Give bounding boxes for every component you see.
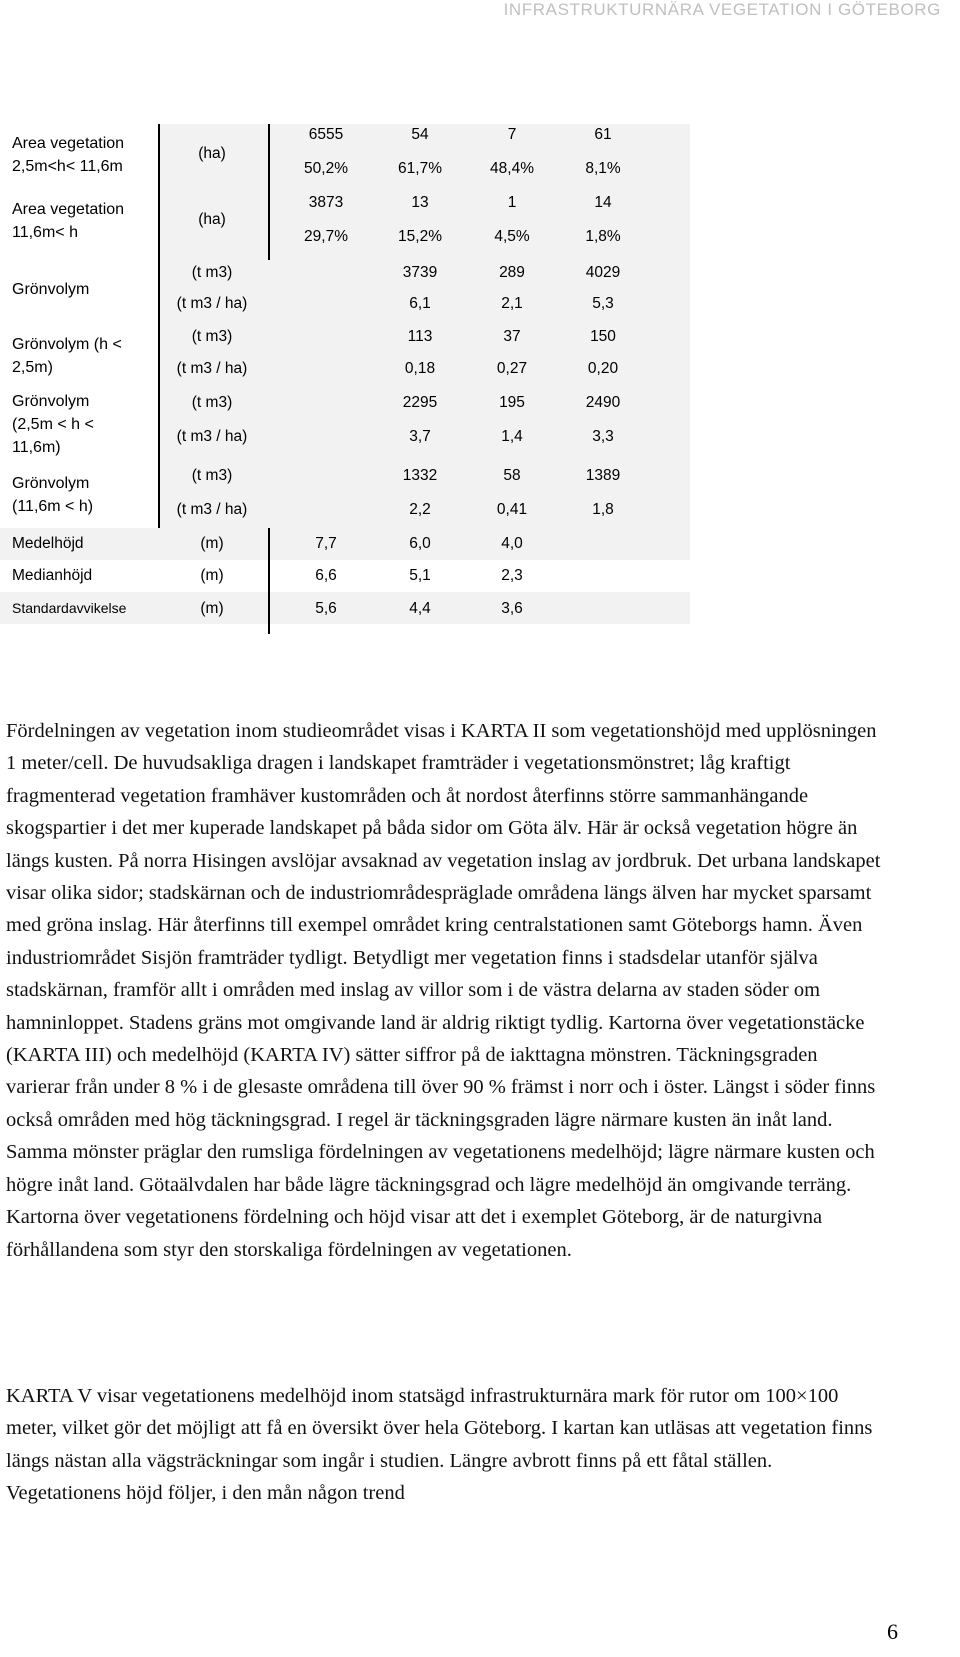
table-cell: 3,7: [409, 428, 431, 445]
table-cell: 2295: [402, 394, 438, 411]
unit-cell: (m): [200, 600, 224, 617]
unit-cell: (t m3): [191, 264, 233, 281]
table-cell: 48,4%: [490, 160, 534, 177]
row-label: Grönvolym (2,5m < h < 11,6m): [12, 393, 94, 456]
table-cell: 5,3: [592, 295, 614, 312]
table-cell: 3,3: [592, 428, 614, 445]
unit-cell: (ha): [198, 145, 226, 162]
unit-cell: (t m3 / ha): [176, 295, 248, 312]
table-cell: 113: [407, 328, 433, 345]
table-cell: 14: [594, 194, 612, 211]
table-cell: 1332: [402, 467, 438, 484]
table-cell: 3739: [402, 264, 438, 281]
table-cell: 5,1: [409, 567, 431, 584]
table-cell: 0,20: [587, 360, 619, 377]
row-label: Grönvolym (h < 2,5m): [12, 336, 122, 376]
table-cell: 0,41: [496, 501, 528, 518]
table-group: [0, 192, 690, 260]
table-cell: 1389: [585, 467, 621, 484]
table-group: [0, 324, 690, 390]
row-shading: [0, 528, 690, 560]
table-cell: 4,5%: [494, 228, 530, 245]
unit-cell: (m): [200, 535, 224, 552]
row-label: Standardavvikelse: [12, 600, 127, 616]
table-group: [0, 390, 690, 460]
table-cell: 15,2%: [398, 228, 442, 245]
row-label: Grönvolym (11,6m < h): [12, 475, 94, 515]
table-cell: 195: [499, 394, 525, 411]
table-cell: 7: [507, 126, 517, 143]
row-label: Medianhöjd: [12, 567, 93, 584]
body-paragraph: Fördelningen av vegetation inom studieområdet visas i KARTA II som vegetationshöjd med upplösningen 1 meter/cell. De huvudsakliga dragen i landskapet framträder i vegetationsmönstret; låg kraftigt fragmenterad vegetation framhäver kustområden och åt nordost återfinns större sammanhängande skogspartier i det mer kuperade landskapet på båda sidor om Göta älv. Här är också vegetation högre än längs kusten. På norra Hisingen avslöjar avsaknad av vegetation inslag av jordbruk. Det urbana landskapet visar olika sidor; stadskärnan och de industriområdespräglade områdena längs älven har mycket sparsamt med gröna inslag. Här återfinns till exempel området kring centralstationen samt Göteborgs hamn. Även industriområdet Sisjön framträder tydligt. Betydligt mer vegetation finns i stadsdelar utanför själva stadskärnan, framför allt i områden med inslag av villor som i de västra delarna av staden söder om hamninloppet. Stadens gräns mot omgivande land är aldrig riktigt tydlig. Kartorna över vegetationstäcke (KARTA III) och medelhöjd (KARTA IV) sätter siffror på de iakttagna mönstren. Täckningsgraden varierar från under 8 % i de glesaste områdena till över 90 % främst i norr och i öster. Längst i söder finns också områden med hög täckningsgrad. I regel är täckningsgraden lägre närmare kusten än inåt land. Samma mönster präglar den rumsliga fördelningen av vegetationens medelhöjd; lägre närmare kusten och högre inåt land. Götaälvdalen har både lägre täckningsgrad och lägre medelhöjd än omgivande terräng. Kartorna över vegetationens fördelning och höjd visar att det i exemplet Göteborg, är de naturgivna förhållandena som styr den storskaliga fördelningen av vegetationen.: [6, 720, 881, 1261]
table-cell: 4029: [585, 264, 621, 281]
table-cell: 61,7%: [398, 160, 442, 177]
table-rule: [268, 528, 270, 634]
unit-cell: (t m3 / ha): [176, 360, 248, 377]
row-label: Grönvolym: [12, 281, 90, 298]
table-cell: 1,8%: [585, 228, 621, 245]
table-group: [0, 260, 690, 324]
table-cell: 6,6: [315, 567, 337, 584]
table-cell: 3873: [308, 194, 344, 211]
table-cell: 1: [507, 194, 517, 211]
table-cell: 54: [411, 126, 429, 143]
table-cell: 4,0: [501, 535, 523, 552]
row-label: Medelhöjd: [12, 535, 84, 552]
unit-cell: (t m3): [191, 328, 233, 345]
unit-cell: (t m3): [191, 394, 233, 411]
table-cell: 289: [499, 264, 525, 281]
table-cell: 1,8: [592, 501, 614, 518]
table-rule: [158, 124, 160, 528]
page-number: 6: [887, 1619, 898, 1644]
unit-cell: (m): [200, 567, 224, 584]
table-cell: 0,27: [496, 360, 528, 377]
table-cell: 13: [411, 194, 429, 211]
table-cell: 3,6: [501, 600, 523, 617]
table-cell: 1,4: [501, 428, 523, 445]
table-cell: 6,0: [409, 535, 431, 552]
row-label: Area vegetation 11,6m< h: [12, 201, 125, 241]
table-cell: 7,7: [315, 535, 337, 552]
unit-cell: (t m3 / ha): [176, 501, 248, 518]
table-rule: [268, 124, 270, 260]
table-cell: 58: [503, 467, 521, 484]
unit-cell: (ha): [198, 211, 226, 228]
table-cell: 2,3: [501, 567, 523, 584]
unit-cell: (t m3): [191, 467, 233, 484]
table-cell: 8,1%: [585, 160, 621, 177]
table-group: [0, 460, 690, 528]
table-cell: 2490: [585, 394, 621, 411]
table-cell: 50,2%: [304, 160, 348, 177]
table-cell: 61: [594, 126, 612, 143]
table-cell: 0,18: [404, 360, 436, 377]
row-label: Area vegetation 2,5m<h< 11,6m: [12, 135, 125, 175]
table-cell: 2,2: [409, 501, 431, 518]
table-cell: 6,1: [409, 295, 431, 312]
body-paragraph: KARTA V visar vegetationens medelhöjd inom statsägd infrastrukturnära mark för rutor om 100×100 meter, vilket gör det möjligt att få en översikt över hela Göteborg. I kartan kan utläsas att vegetation finns längs nästan alla vägsträckningar som ingår i studien. Längre avbrott finns på ett fåtal ställen. Vegetationens höjd följer, i den mån någon trend: [6, 1385, 873, 1505]
table-cell: 2,1: [501, 295, 523, 312]
running-header: INFRASTRUKTURNÄRA VEGETATION I GÖTEBORG: [503, 0, 941, 19]
table-cell: 6555: [308, 126, 344, 143]
table-cell: 29,7%: [304, 228, 348, 245]
table-group: [0, 124, 690, 192]
unit-cell: (t m3 / ha): [176, 428, 248, 445]
table-cell: 4,4: [409, 600, 431, 617]
table-cell: 37: [503, 328, 521, 345]
table-cell: 5,6: [315, 600, 337, 617]
table-cell: 150: [590, 328, 616, 345]
